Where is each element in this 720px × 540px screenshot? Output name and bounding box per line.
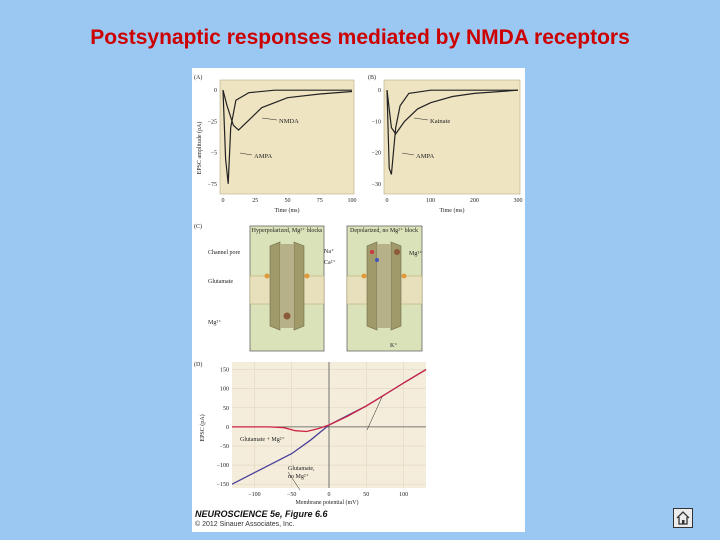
curve-nomg-label-1: Glutamate, [288, 466, 315, 472]
mg-ion-block [284, 313, 291, 320]
panel-c [194, 223, 422, 351]
mg-ion-free [394, 249, 400, 255]
panel-a-ytick: −75 [207, 181, 217, 188]
panel-d-ytick: 50 [223, 405, 229, 412]
glutamate-right-1 [362, 274, 367, 279]
panel-b-label: (B) [368, 75, 376, 81]
glutamate-left-2 [305, 274, 310, 279]
panel-a [194, 74, 357, 214]
panel-d-xtick: 50 [363, 492, 370, 498]
panel-a-xtick: 0 [221, 198, 225, 204]
home-icon [674, 509, 692, 527]
panel-d [194, 361, 426, 506]
panel-a-xtick: 25 [252, 198, 259, 204]
glutamate-left-1 [265, 274, 270, 279]
ca-label: Ca²⁺ [324, 260, 336, 266]
panel-d-ytick: 150 [220, 367, 229, 374]
panel-d-label: (D) [194, 362, 203, 368]
panel-b-ytick: −10 [371, 119, 381, 126]
mg-label-right: Mg²⁺ [409, 251, 423, 257]
slide-title: Postsynaptic responses mediated by NMDA receptors [90, 26, 630, 49]
panel-d-xtick: 100 [399, 492, 409, 498]
panel-a-ytick: −5 [210, 150, 217, 157]
panel-b [368, 74, 523, 214]
panel-c-label: (C) [194, 224, 202, 230]
panel-d-ylabel: EPSC (pA) [200, 414, 206, 442]
panel-d-ytick: −150 [216, 482, 229, 489]
panel-d-ytick: 100 [220, 386, 229, 393]
textbook-figure [192, 68, 525, 532]
panel-d-xtick: 0 [327, 492, 331, 498]
figure-copyright: © 2012 Sinauer Associates, Inc. [195, 521, 295, 528]
panel-d-xtick: −100 [248, 492, 261, 498]
glutamate-label: Glutamate [208, 279, 233, 285]
hyperpolarized-title: Hyperpolarized, Mg²⁺ blocks [251, 228, 323, 234]
panel-b-kainate-label: Kainate [430, 118, 451, 125]
depolarized-title: Depolarized, no Mg²⁺ block [350, 228, 418, 234]
figure-caption: NEUROSCIENCE 5e, Figure 6.6 [195, 509, 328, 519]
panel-a-xtick: 50 [284, 198, 291, 204]
panel-b-xtick: 200 [469, 198, 479, 204]
mg-label-left: Mg²⁺ [208, 320, 222, 326]
panel-a-ampa-label: AMPA [254, 153, 273, 160]
panel-a-ytick: −25 [207, 119, 217, 126]
panel-b-xlabel: Time (ms) [439, 208, 465, 214]
ca-ion [375, 258, 379, 262]
panel-b-ampa-label: AMPA [416, 153, 435, 160]
figure-svg [192, 68, 525, 532]
panel-d-ytick: 0 [226, 424, 229, 431]
panel-b-ytick: −20 [371, 150, 381, 157]
panel-a-ylabel: EPSC amplitude (pA) [197, 121, 203, 175]
k-label: K⁺ [390, 343, 398, 349]
panel-a-xlabel: Time (ms) [274, 208, 300, 214]
panel-a-nmda-label: NMDA [279, 118, 299, 125]
panel-a-label: (A) [194, 75, 203, 81]
panel-d-xlabel: Membrane potential (mV) [295, 500, 359, 506]
panel-d-ytick: −100 [216, 463, 229, 470]
panel-a-ytick: 0 [214, 88, 217, 95]
panel-b-xtick: 100 [426, 198, 436, 204]
panel-d-xtick: −50 [286, 492, 297, 498]
panel-b-ytick: −30 [371, 181, 381, 188]
panel-b-ytick: 0 [378, 88, 381, 95]
panel-a-xtick: 100 [347, 198, 357, 204]
channel-pore-right [377, 244, 391, 328]
panel-d-ytick: −50 [219, 444, 229, 450]
na-ion [370, 250, 374, 254]
curve-nomg-label-2: no Mg²⁺ [288, 474, 309, 480]
na-label: Na⁺ [324, 249, 335, 255]
panel-b-xtick: 0 [385, 198, 389, 204]
panel-a-xtick: 75 [316, 198, 323, 204]
channel-pore-label: Channel pore [208, 250, 241, 256]
glutamate-right-2 [402, 274, 407, 279]
home-button[interactable] [673, 508, 693, 528]
curve-mg-label: Glutamate + Mg²⁺ [240, 437, 285, 443]
panel-b-xtick: 300 [513, 198, 523, 204]
